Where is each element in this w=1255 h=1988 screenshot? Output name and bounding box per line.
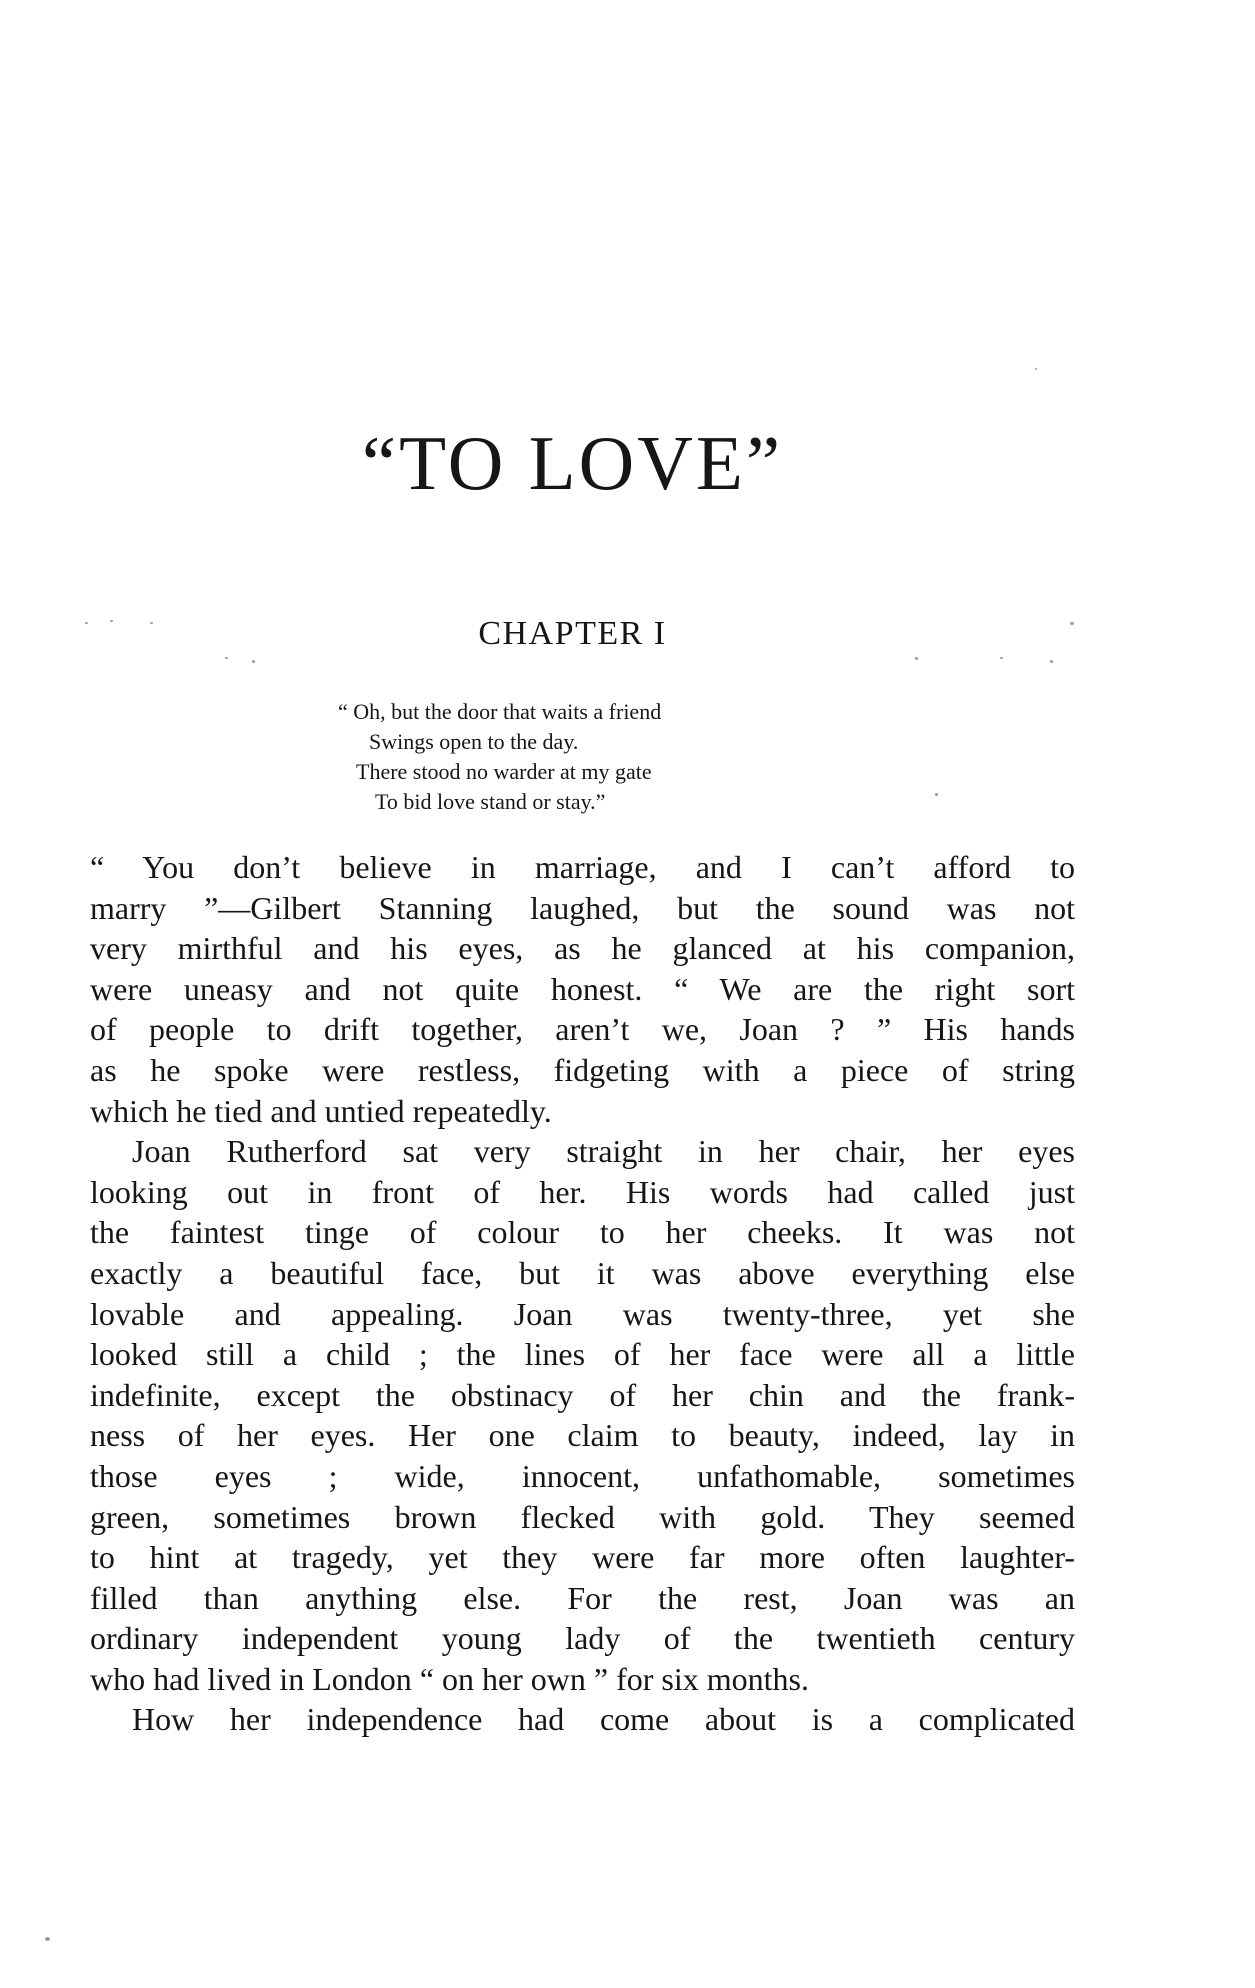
text-line: ordinary independent young lady of the twentieth century bbox=[90, 1620, 1075, 1657]
text-line: How her independence had come about is a complicated bbox=[132, 1701, 1075, 1738]
scan-speck bbox=[1000, 657, 1003, 659]
book-title: “TO LOVE” bbox=[361, 420, 784, 506]
scan-speck bbox=[1050, 660, 1053, 663]
scan-speck bbox=[45, 1937, 50, 1941]
scan-speck bbox=[150, 622, 153, 624]
scan-speck bbox=[935, 793, 938, 796]
text-line: ness of her eyes. Her one claim to beauty, indeed, lay in bbox=[90, 1417, 1075, 1454]
text-line: of people to drift together, aren’t we, Joan ? ” His hands bbox=[90, 1011, 1075, 1048]
epigraph bbox=[338, 697, 858, 817]
text-line: “ You don’t believe in marriage, and I can’t afford to bbox=[90, 849, 1075, 885]
epigraph-line: “ Oh, but the door that waits a friend bbox=[338, 699, 662, 724]
scan-speck bbox=[1035, 368, 1037, 370]
text-line: very mirthful and his eyes, as he glanced at his companion, bbox=[90, 930, 1075, 967]
epigraph-line: There stood no warder at my gate bbox=[356, 759, 652, 784]
scan-speck bbox=[225, 657, 228, 659]
text-line: looking out in front of her. His words had called just bbox=[90, 1173, 1075, 1210]
text-line: green, sometimes brown flecked with gold. They seemed bbox=[90, 1498, 1075, 1535]
text-line: those eyes ; wide, innocent, unfathomable, sometimes bbox=[90, 1457, 1075, 1494]
chapter-heading: CHAPTER I bbox=[478, 615, 667, 652]
epigraph-line: To bid love stand or stay.” bbox=[375, 789, 606, 814]
scan-speck bbox=[1070, 622, 1074, 625]
scan-speck bbox=[110, 620, 113, 622]
scan-speck bbox=[85, 622, 88, 624]
text-line: the faintest tinge of colour to her cheeks. It was not bbox=[90, 1214, 1075, 1251]
text-line: which he tied and untied repeatedly. bbox=[90, 1092, 552, 1129]
text-line: indefinite, except the obstinacy of her chin and the frank- bbox=[90, 1376, 1075, 1413]
scan-speck bbox=[915, 657, 918, 660]
text-line: filled than anything else. For the rest, Joan was an bbox=[90, 1579, 1075, 1616]
epigraph-line: Swings open to the day. bbox=[369, 729, 579, 754]
text-line: Joan Rutherford sat very straight in her chair, her eyes bbox=[132, 1133, 1075, 1170]
text-line: as he spoke were restless, fidgeting with a piece of string bbox=[90, 1051, 1075, 1088]
text-line: looked still a child ; the lines of her face were all a little bbox=[90, 1336, 1075, 1373]
body-text bbox=[90, 847, 1075, 1740]
text-line: to hint at tragedy, yet they were far more often laughter- bbox=[90, 1539, 1075, 1576]
text-line: marry ”—Gilbert Stanning laughed, but the sound was not bbox=[90, 889, 1075, 926]
text-line: who had lived in London “ on her own ” for six months. bbox=[90, 1660, 809, 1697]
text-line: exactly a beautiful face, but it was above everything else bbox=[90, 1254, 1075, 1291]
text-line: were uneasy and not quite honest. “ We are the right sort bbox=[90, 970, 1075, 1007]
scan-speck bbox=[252, 660, 255, 663]
text-line: lovable and appealing. Joan was twenty-three, yet she bbox=[90, 1295, 1075, 1332]
